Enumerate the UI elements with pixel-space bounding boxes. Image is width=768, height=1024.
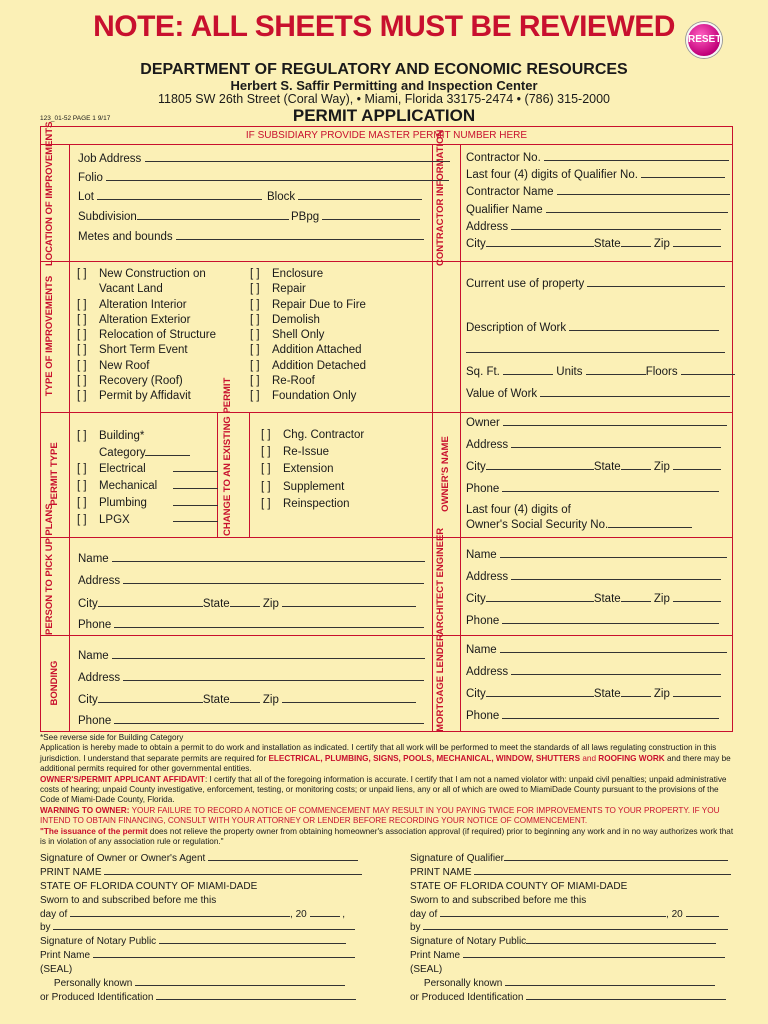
- permit-type-option-label: Category: [99, 446, 146, 459]
- col-divider: [249, 412, 250, 537]
- person-city-field[interactable]: City State Zip: [78, 596, 416, 611]
- type-option-label: Demolish: [272, 313, 320, 326]
- architect-address-field[interactable]: Address: [466, 569, 721, 584]
- checkbox[interactable]: [ ]: [77, 480, 87, 493]
- checkbox[interactable]: [ ]: [261, 446, 271, 459]
- checkbox[interactable]: [ ]: [250, 283, 260, 296]
- permit-type-lines[interactable]: [136, 445, 218, 528]
- owner-field[interactable]: Owner: [466, 415, 727, 430]
- lot-field[interactable]: Lot: [78, 189, 262, 204]
- change-option-label: Chg. Contractor: [283, 429, 365, 441]
- section-location: LOCATION OF IMPROVEMENTS: [44, 121, 55, 266]
- type-option-label: Alteration Interior: [99, 298, 187, 311]
- contractor-name-field[interactable]: Contractor Name: [466, 184, 730, 199]
- bonding-city-field[interactable]: City State Zip: [78, 692, 416, 707]
- legal-text: [40, 733, 734, 847]
- checkbox[interactable]: [ ]: [77, 344, 87, 357]
- sqft-field[interactable]: Sq. Ft. Units Floors: [466, 364, 735, 379]
- permit-type-option-label: Electrical: [99, 463, 146, 476]
- mortgage-name-field[interactable]: Name: [466, 642, 727, 657]
- section-owner: OWNER'S NAME: [440, 436, 451, 512]
- permit-type-option-label: Plumbing: [99, 496, 147, 509]
- contractor-address-field[interactable]: Address: [466, 219, 721, 234]
- subdivision-field[interactable]: Subdivision: [78, 209, 289, 224]
- type-option[interactable]: [250, 389, 366, 404]
- type-option[interactable]: [250, 313, 366, 328]
- folio-field[interactable]: Folio: [78, 170, 449, 185]
- block-field[interactable]: Block: [267, 189, 422, 204]
- permit-type-option-label: Building*: [99, 430, 145, 442]
- application-statement: Application is hereby made to obtain a permit to do work and installation as indicated. I certify that all work will be performed to meet the standards of all laws regulating construction in this jurisdiction. I understand that separate permits are required for ELECTRICAL, PLUMBING, SIGNS, POOLS, MECHANICAL, WINDOW, SHUTTERS and ROOFING WORK and there may be additional permits required for other governmental entities.: [40, 743, 731, 774]
- checkbox[interactable]: [ ]: [250, 359, 260, 372]
- row-divider: [41, 144, 732, 145]
- section-contractor: CONTRACTOR INFORMATION: [435, 129, 446, 266]
- subsidiary-note[interactable]: IF SUBSIDIARY PROVIDE MASTER PERMIT NUMBER HERE: [245, 130, 528, 141]
- type-option[interactable]: [77, 374, 216, 389]
- job-address-field[interactable]: Job Address: [78, 151, 450, 166]
- type-option-label: Relocation of Structure: [99, 329, 216, 342]
- type-option[interactable]: [77, 282, 216, 297]
- checkbox[interactable]: [ ]: [261, 497, 271, 510]
- checkbox[interactable]: [ ]: [250, 375, 260, 388]
- checkbox[interactable]: [ ]: [77, 329, 87, 342]
- type-option-label: Foundation Only: [272, 390, 357, 403]
- section-bonding: BONDING: [49, 660, 60, 706]
- checkbox[interactable]: [ ]: [77, 390, 87, 403]
- current-use-field[interactable]: Current use of property: [466, 276, 725, 291]
- checkbox[interactable]: [ ]: [261, 429, 271, 441]
- type-option[interactable]: [77, 389, 216, 404]
- type-option-label: Addition Attached: [272, 344, 362, 357]
- type-option-label: Recovery (Roof): [99, 375, 183, 388]
- type-option[interactable]: [77, 343, 216, 358]
- checkbox[interactable]: [ ]: [77, 463, 87, 476]
- section-type: TYPE OF IMPROVEMENTS: [44, 275, 55, 397]
- review-note: NOTE: ALL SHEETS MUST BE REVIEWED: [93, 10, 675, 43]
- change-option[interactable]: [261, 427, 364, 444]
- person-phone-field[interactable]: Phone: [78, 617, 424, 632]
- center-name: Herbert S. Saffir Permitting and Inspection Center: [230, 78, 538, 93]
- checkbox[interactable]: [ ]: [77, 298, 87, 311]
- section-change: CHANGE TO AN EXISTING PERMIT: [222, 377, 233, 536]
- checkbox[interactable]: [ ]: [77, 375, 87, 388]
- bonding-address-field[interactable]: Address: [78, 670, 424, 685]
- issuance-note: "The issuance of the permit does not relieve the property owner from obtaining homeowner's association approval (if required) prior to beginning any work and in no way authorizes work that is in violation of any association rule or regulation.": [40, 826, 734, 847]
- department-name: DEPARTMENT OF REGULATORY AND ECONOMIC RESOURCES: [140, 61, 628, 78]
- type-option-label: New Construction on: [99, 268, 206, 280]
- type-option[interactable]: [250, 359, 366, 374]
- form-number: 123_01-52 PAGE 1 9/17: [40, 115, 111, 122]
- col-divider: [432, 144, 433, 732]
- type-option-label: Enclosure: [272, 268, 324, 280]
- architect-phone-field[interactable]: Phone: [466, 613, 719, 628]
- owner-address-field[interactable]: Address: [466, 437, 721, 452]
- permit-form: [40, 121, 733, 732]
- mortgage-address-field[interactable]: Address: [466, 664, 721, 679]
- qualifier-name-field[interactable]: Qualifier Name: [466, 202, 728, 217]
- change-option-label: Reinspection: [283, 497, 350, 510]
- type-option[interactable]: [250, 374, 366, 389]
- description-field[interactable]: Description of Work: [466, 320, 719, 335]
- permit-type-option-label: Mechanical: [99, 480, 158, 493]
- checkbox[interactable]: [ ]: [250, 390, 260, 403]
- type-option[interactable]: [77, 313, 216, 328]
- change-option[interactable]: [261, 479, 364, 496]
- ssn-field[interactable]: Owner's Social Security No.: [466, 517, 692, 532]
- change-option-list: [261, 427, 364, 513]
- checkbox[interactable]: [ ]: [77, 496, 87, 509]
- type-option[interactable]: [250, 343, 366, 358]
- contractor-no-field[interactable]: Contractor No.: [466, 150, 729, 165]
- type-option[interactable]: [250, 328, 366, 343]
- type-option-label: Repair Due to Fire: [272, 298, 366, 311]
- bonding-name-field[interactable]: Name: [78, 648, 425, 663]
- checkbox[interactable]: [ ]: [77, 313, 87, 326]
- change-option[interactable]: [261, 444, 364, 461]
- pbpg-field[interactable]: PBpg: [291, 209, 420, 224]
- type-option[interactable]: [250, 282, 366, 297]
- type-option[interactable]: [250, 267, 366, 282]
- qualifier-digits-field[interactable]: Last four (4) digits of Qualifier No.: [466, 167, 725, 182]
- col-divider: [69, 144, 70, 732]
- type-option[interactable]: [250, 298, 366, 313]
- permit-type-option-label: LPGX: [99, 513, 130, 526]
- permit-type-option[interactable]: [77, 428, 157, 445]
- owner-signature-block[interactable]: Signature of Owner or Owner's Agent PRINT NAME STATE OF FLORIDA COUNTY OF MIAMI-DADE Sworn to and subscribed before me this day of , 20 , by Signature of Notary Public Print Name (SEAL) Personally known or Produced Identification: [40, 852, 362, 1005]
- checkbox[interactable]: [ ]: [261, 480, 271, 493]
- mortgage-phone-field[interactable]: Phone: [466, 708, 719, 723]
- architect-city-field[interactable]: City State Zip: [466, 591, 721, 606]
- type-option-label: Vacant Land: [99, 283, 163, 296]
- type-option-label: New Roof: [99, 359, 150, 372]
- type-option-label: Repair: [272, 283, 306, 296]
- type-option-label: Shell Only: [272, 329, 325, 342]
- person-address-field[interactable]: Address: [78, 573, 424, 588]
- owner-city-field[interactable]: City State Zip: [466, 459, 721, 474]
- checkbox[interactable]: [ ]: [77, 513, 87, 526]
- change-option[interactable]: [261, 496, 364, 513]
- description-line2[interactable]: [466, 342, 725, 357]
- change-option-label: Re-Issue: [283, 446, 330, 459]
- checkbox[interactable]: [ ]: [250, 298, 260, 311]
- type-option[interactable]: [77, 328, 216, 343]
- checkbox[interactable]: [ ]: [250, 268, 260, 280]
- person-name-field[interactable]: Name: [78, 551, 425, 566]
- type-option[interactable]: [77, 267, 216, 282]
- type-option-label: Re-Roof: [272, 375, 315, 388]
- affidavit: OWNER'S/PERMIT APPLICANT AFFIDAVIT: I certify that all of the foregoing information is accurate. I certify that I am not a named violator with: unpaid civil penalties; unpaid administrative costs of hearing; unpaid County investigative, enforcement, testing, or monitoring costs; or unpaid liens, any or all of which are owed to MiamiDade County pursuant to the provisions of the Code of Miami-Dade County, Florida.: [40, 774, 727, 805]
- center-address: 11805 SW 26th Street (Coral Way), • Miami, Florida 33175-2474 • (786) 315-2000: [157, 92, 611, 106]
- row-divider: [41, 261, 732, 262]
- reverse-note: *See reverse side for Building Category: [40, 733, 184, 742]
- checkbox[interactable]: [ ]: [250, 344, 260, 357]
- metes-field[interactable]: Metes and bounds: [78, 229, 424, 244]
- section-mortgage: MORTGAGE LENDER: [435, 634, 446, 732]
- row-divider: [41, 412, 732, 413]
- bonding-phone-field[interactable]: Phone: [78, 713, 424, 728]
- section-permit-type: PERMIT TYPE: [49, 442, 60, 506]
- type-left-list: [77, 267, 216, 405]
- type-option-label: Addition Detached: [272, 359, 366, 372]
- change-option-label: Supplement: [283, 480, 345, 493]
- type-option-label: Permit by Affidavit: [99, 390, 191, 403]
- checkbox[interactable]: [ ]: [250, 313, 260, 326]
- checkbox[interactable]: [ ]: [77, 359, 87, 372]
- warning: WARNING TO OWNER: YOUR FAILURE TO RECORD A NOTICE OF COMMENCEMENT MAY RESULT IN YOU PAYING TWICE FOR IMPROVEMENTS TO YOUR PROPERTY. IF YOU INTEND TO OBTAIN FINANCING, CONSULT WITH YOUR ATTORNEY OR LENDER BEFORE RECORDING YOUR NOTICE OF COMMENCEMENT.: [40, 805, 720, 826]
- checkbox[interactable]: [ ]: [250, 329, 260, 342]
- value-field[interactable]: Value of Work: [466, 386, 730, 401]
- contractor-city-field[interactable]: City State Zip: [466, 236, 721, 251]
- checkbox[interactable]: [ ]: [77, 268, 87, 280]
- reset-button[interactable]: RESET: [686, 22, 722, 58]
- checkbox[interactable]: [ ]: [261, 463, 271, 476]
- type-option-label: Short Term Event: [99, 344, 188, 357]
- col-divider: [460, 144, 461, 732]
- mortgage-city-field[interactable]: City State Zip: [466, 686, 721, 701]
- qualifier-signature-block[interactable]: Signature of Qualifier PRINT NAME STATE OF FLORIDA COUNTY OF MIAMI-DADE Sworn to and subscribed before me this day of , 20 by Signature of Notary Public Print Name (SEAL) Personally known or Produced Identification: [410, 852, 731, 1005]
- owner-phone-field[interactable]: Phone: [466, 481, 719, 496]
- section-architect: ARCHITECT ENGINEER: [435, 527, 446, 635]
- change-option[interactable]: [261, 461, 364, 478]
- row-divider: [41, 537, 732, 538]
- checkbox[interactable]: [ ]: [77, 430, 87, 442]
- type-right-list: [250, 267, 366, 405]
- type-option[interactable]: [77, 298, 216, 313]
- type-option[interactable]: [77, 359, 216, 374]
- type-option-label: Alteration Exterior: [99, 313, 191, 326]
- row-divider: [41, 635, 732, 636]
- page-title: PERMIT APPLICATION: [292, 106, 476, 125]
- architect-name-field[interactable]: Name: [466, 547, 727, 562]
- ssn-label: Last four (4) digits of: [466, 504, 571, 516]
- section-person: PERSON TO PICK UP PLANS: [44, 503, 55, 635]
- change-option-label: Extension: [283, 463, 334, 476]
